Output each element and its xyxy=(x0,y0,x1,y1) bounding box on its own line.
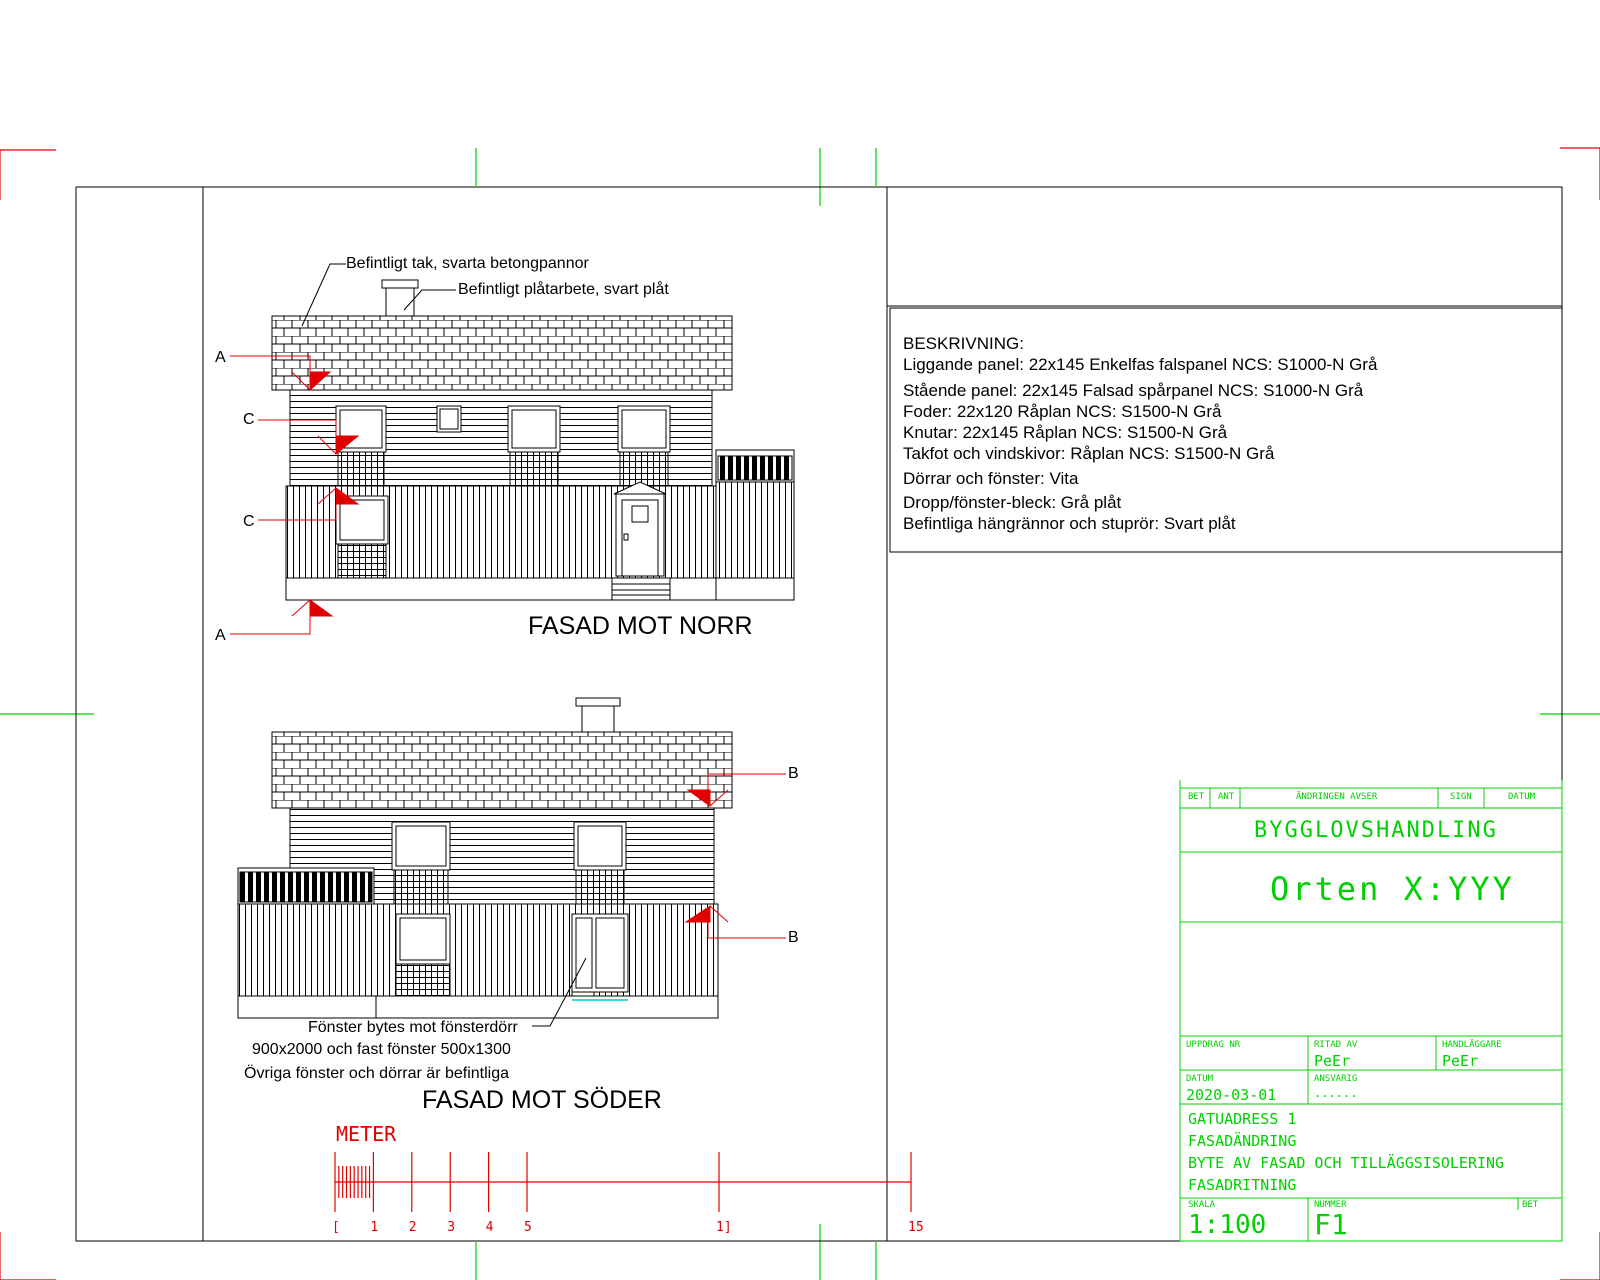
description-line: Dropp/fönster-bleck: Grå plåt xyxy=(903,493,1122,512)
scale-bar xyxy=(335,1152,911,1212)
scale-bar-tick-label: 1] xyxy=(716,1220,732,1235)
value-ritad: PeEr xyxy=(1314,1052,1351,1070)
label-bet: BET xyxy=(1522,1200,1539,1210)
label-ansvarig: ANSVARIG xyxy=(1314,1074,1358,1084)
scale-bar-tick-label: 1 xyxy=(370,1220,379,1235)
location-title: Orten X:YYY xyxy=(1270,870,1515,908)
scale-bar-unit: METER xyxy=(336,1122,397,1146)
annotation-flashing: Befintligt plåtarbete, svart plåt xyxy=(458,281,669,298)
description-line: Takfot och vindskivor: Råplan NCS: S1500-N Grå xyxy=(903,444,1275,463)
label-handlaggare: HANDLÄGGARE xyxy=(1442,1040,1502,1050)
section-marker-a-top: A xyxy=(215,349,226,366)
south-facade xyxy=(238,698,732,1026)
address-block xyxy=(1188,1108,1504,1196)
label-uppdrag: UPPDRAG NR xyxy=(1186,1040,1241,1050)
annotation-roof: Befintligt tak, svarta betongpannor xyxy=(346,255,589,272)
scale-bar-tick-label: 15 xyxy=(908,1220,924,1235)
scale-bar-tick-label: 3 xyxy=(447,1220,456,1235)
description-heading: BESKRIVNING: xyxy=(903,334,1024,353)
section-marker-a-bottom: A xyxy=(215,627,226,644)
address-line: FASADÄNDRING xyxy=(1188,1132,1297,1150)
value-skala: 1:100 xyxy=(1188,1210,1267,1240)
section-marker-c-lower: C xyxy=(243,513,255,530)
value-ansvarig: ...... xyxy=(1314,1086,1358,1100)
col-change: ÄNDRINGEN AVSER xyxy=(1296,792,1378,802)
description-line: Foder: 22x120 Råplan NCS: S1500-N Grå xyxy=(903,402,1222,421)
col-date: DATUM xyxy=(1508,792,1536,802)
address-line: GATUADRESS 1 xyxy=(1188,1110,1297,1128)
label-ritad: RITAD AV xyxy=(1314,1040,1358,1050)
scale-bar-tick-label: [ xyxy=(332,1220,340,1235)
description-line: Knutar: 22x145 Råplan NCS: S1500-N Grå xyxy=(903,423,1228,442)
label-skala: SKALA xyxy=(1188,1200,1216,1210)
section-marker-b-bottom: B xyxy=(788,929,799,946)
label-datum: DATUM xyxy=(1186,1074,1214,1084)
scale-bar-tick-label: 4 xyxy=(485,1220,494,1235)
scale-bar-tick-label: 2 xyxy=(408,1220,417,1235)
address-line: FASADRITNING xyxy=(1188,1176,1297,1194)
north-facade-title: FASAD MOT NORR xyxy=(528,612,753,640)
col-bet: BET xyxy=(1188,792,1205,802)
south-note-2: 900x2000 och fast fönster 500x1300 xyxy=(252,1041,511,1058)
scale-bar-tick-label: 5 xyxy=(524,1220,532,1235)
description-line: Stående panel: 22x145 Falsad spårpanel NCS: S1000-N Grå xyxy=(903,381,1364,400)
description-line: Dörrar och fönster: Vita xyxy=(903,469,1079,488)
description-line: Befintliga hängrännor och stuprör: Svart plåt xyxy=(903,514,1236,533)
description-line: Liggande panel: 22x145 Enkelfas falspanel NCS: S1000-N Grå xyxy=(903,355,1378,374)
description-block xyxy=(903,333,1377,534)
section-marker-c-upper: C xyxy=(243,411,255,428)
value-datum: 2020-03-01 xyxy=(1186,1086,1277,1104)
value-nummer: F1 xyxy=(1314,1208,1348,1241)
status-title: BYGGLOVSHANDLING xyxy=(1254,818,1498,843)
section-marker-b-top: B xyxy=(788,765,799,782)
north-facade xyxy=(272,264,794,600)
col-ant: ANT xyxy=(1218,792,1235,802)
south-note-1: Fönster bytes mot fönsterdörr xyxy=(308,1019,518,1036)
value-handlaggare: PeEr xyxy=(1442,1052,1479,1070)
south-facade-title: FASAD MOT SÖDER xyxy=(422,1086,662,1114)
col-sign: SIGN xyxy=(1450,792,1472,802)
address-line: BYTE AV FASAD OCH TILLÄGGSISOLERING xyxy=(1188,1154,1505,1172)
south-note-3: Övriga fönster och dörrar är befintliga xyxy=(244,1065,510,1082)
label-nummer: NUMMER xyxy=(1314,1200,1347,1210)
